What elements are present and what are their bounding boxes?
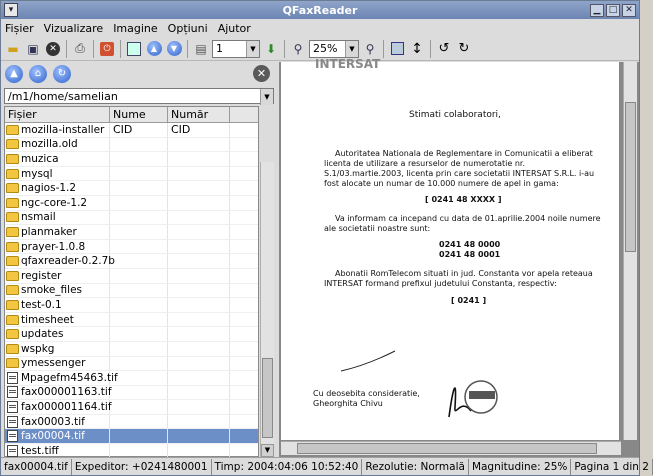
- file-name: smoke_files: [21, 284, 83, 297]
- file-name-cell: [5, 196, 110, 210]
- cid-number-cell: [168, 386, 230, 400]
- folder-icon: [6, 315, 19, 325]
- print-icon[interactable]: ⎙: [75, 41, 85, 55]
- column-cid-name[interactable]: Nume CID: [110, 107, 168, 122]
- document-text: fost alocate un numar de 10.000 numere de apel in gama:: [324, 179, 559, 188]
- toolbar-separator: [430, 40, 431, 58]
- status-magnitude: Magnitudine: 25%: [469, 459, 571, 475]
- document-prefix: [ 0241 ]: [451, 296, 487, 305]
- document-text: Abonatii RomTelecom situati in jud. Constanta vor apela reteaua: [335, 269, 593, 278]
- file-name: fax000001164.tif: [21, 401, 112, 414]
- toolbar-separator: [284, 40, 285, 58]
- file-name-cell: [5, 254, 115, 268]
- file-name-cell: [5, 284, 110, 298]
- file-name: fax000001163.tif: [21, 386, 112, 399]
- pen-mark-icon: [339, 347, 399, 377]
- document-range: [ 0241 48 XXXX ]: [425, 195, 502, 204]
- cid-name-cell: [110, 240, 168, 254]
- menu-file[interactable]: Fișier: [5, 21, 34, 35]
- cid-number-cell: [168, 400, 230, 414]
- cid-number-cell: [168, 196, 230, 210]
- file-name: planmaker: [21, 225, 77, 238]
- file-list: [5, 123, 258, 459]
- file-icon: [7, 372, 18, 384]
- file-row[interactable]: [5, 167, 258, 182]
- document-number: 0241 48 0001: [439, 250, 501, 259]
- cid-name-cell: [110, 386, 168, 400]
- folder-icon: [6, 271, 19, 281]
- main-area: [1, 57, 639, 457]
- file-icon: [7, 386, 18, 398]
- cid-number-cell: [168, 269, 230, 283]
- file-row[interactable]: [5, 152, 258, 167]
- title-bar[interactable]: [1, 1, 639, 19]
- file-name: mozilla.old: [21, 138, 78, 151]
- cid-name-cell: [110, 211, 168, 225]
- cid-number-cell: [168, 342, 230, 356]
- cid-name-cell: [110, 357, 168, 371]
- cid-number-cell: [168, 181, 230, 195]
- status-file: fax00004.tif: [1, 459, 72, 475]
- file-row[interactable]: [5, 196, 258, 211]
- file-name: ymessenger: [21, 357, 86, 370]
- status-resolution: Rezolutie: Normală: [362, 459, 469, 475]
- file-row[interactable]: [5, 269, 258, 284]
- cid-name-cell: [110, 284, 168, 298]
- file-name-cell: [5, 313, 110, 327]
- file-row[interactable]: [5, 123, 258, 138]
- fit-window-icon[interactable]: [388, 40, 406, 58]
- window-menu-icon[interactable]: ▾: [4, 3, 18, 17]
- toolbar-separator: [383, 40, 384, 58]
- menu-options[interactable]: Opțiuni: [167, 21, 208, 35]
- cid-name-cell: [110, 269, 168, 283]
- refresh-icon[interactable]: ↻: [53, 65, 71, 83]
- toolbar-separator: [93, 40, 94, 58]
- file-name: wspkg: [21, 342, 55, 355]
- folder-icon: [6, 198, 19, 208]
- scrollbar-thumb[interactable]: [262, 358, 273, 438]
- folder-icon: [6, 256, 19, 266]
- document-text: S.1/03.martie.2003, licenta prin care societatii INTERSAT S.R.L. i-au: [324, 169, 595, 178]
- file-name: muzica: [21, 152, 59, 165]
- folder-icon: [6, 139, 19, 149]
- toolbar-separator: [66, 40, 67, 58]
- file-name-cell: [5, 386, 110, 400]
- folder-icon: [6, 300, 19, 310]
- cid-number-cell: [168, 211, 230, 225]
- close-panel-icon[interactable]: ✕: [253, 65, 270, 82]
- chevron-down-icon: ▼: [246, 41, 259, 57]
- power-icon[interactable]: ⏻: [98, 40, 116, 58]
- file-name: mozilla-installer: [21, 123, 105, 136]
- file-name: nagios-1.2: [21, 182, 77, 195]
- cid-name-cell: [110, 371, 168, 385]
- folder-icon: [6, 358, 19, 368]
- sidebar-toggle-icon[interactable]: [125, 40, 143, 58]
- cid-number-cell: [168, 371, 230, 385]
- file-row[interactable]: [5, 211, 258, 226]
- folder-icon: [6, 154, 19, 164]
- file-name-cell: [5, 444, 110, 458]
- menu-help[interactable]: Ajutor: [217, 21, 251, 35]
- cid-number-cell: [168, 444, 230, 458]
- close-window-button[interactable]: ✕: [622, 4, 636, 17]
- cid-number-cell: [168, 327, 230, 341]
- cid-name-cell: [110, 400, 168, 414]
- cid-number-cell: [168, 313, 230, 327]
- cid-name-cell: [110, 152, 168, 166]
- file-row[interactable]: [5, 313, 258, 328]
- document-greeting: Stimati colaboratori,: [409, 110, 501, 120]
- file-name-cell: [5, 357, 110, 371]
- file-name: timesheet: [21, 313, 74, 326]
- zoom-select[interactable]: 25% ▼: [309, 40, 359, 58]
- document-text: INTERSAT formand prefixul judetului Constanta, respectiv:: [324, 279, 557, 288]
- file-row[interactable]: [5, 415, 258, 430]
- document-text: licenta de utilizare a resurselor de numerotatie nr.: [324, 159, 525, 168]
- file-name-cell: [5, 167, 110, 181]
- file-name-cell: [5, 138, 110, 152]
- fit-height-icon[interactable]: ↕: [411, 40, 423, 57]
- file-row[interactable]: [5, 357, 258, 372]
- file-name: nsmail: [21, 211, 56, 224]
- file-name-cell: [5, 211, 110, 225]
- file-name-cell: [5, 225, 110, 239]
- status-bar: [1, 457, 649, 475]
- page-icon: ▤: [195, 41, 207, 56]
- document-logo: INTERSAT: [315, 57, 381, 71]
- open-folder-icon[interactable]: ▬: [7, 41, 19, 56]
- file-row[interactable]: [5, 284, 258, 299]
- path-select[interactable]: /m1/home/samelian ▼: [4, 88, 274, 104]
- previous-page-icon[interactable]: ▲: [145, 40, 163, 58]
- file-name-cell: [5, 400, 110, 414]
- file-row[interactable]: [5, 371, 258, 386]
- status-page: Pagina 1 din 2: [571, 459, 653, 475]
- file-name: mysql: [21, 167, 53, 180]
- minimize-button[interactable]: ▁: [590, 4, 604, 17]
- toolbar-separator: [120, 40, 121, 58]
- cid-name-cell: [110, 123, 168, 137]
- save-icon[interactable]: ▣: [27, 41, 39, 56]
- scrollbar-thumb[interactable]: [297, 443, 597, 454]
- file-name-cell: [5, 342, 110, 356]
- folder-icon: [6, 285, 19, 295]
- menu-image[interactable]: Imagine: [113, 21, 158, 35]
- file-name: test-0.1: [21, 298, 62, 311]
- cid-number-cell: [168, 123, 230, 137]
- rotate-left-icon[interactable]: ↺: [438, 41, 450, 56]
- cid-name-cell: [110, 181, 168, 195]
- file-name-cell: [5, 415, 110, 429]
- cid-name-cell: [110, 298, 168, 312]
- menu-view[interactable]: Vizualizare: [43, 21, 104, 35]
- file-name-cell: [5, 181, 110, 195]
- fax-page: [281, 57, 619, 440]
- home-directory-icon[interactable]: ⌂: [29, 65, 47, 83]
- folder-icon: [6, 344, 19, 354]
- file-name-cell: [5, 327, 110, 341]
- status-time: Timp: 2004:04:06 10:52:40: [212, 459, 363, 475]
- page-select[interactable]: 1 ▼: [212, 40, 260, 58]
- zoom-in-icon[interactable]: ⚲: [365, 41, 375, 56]
- column-cid-number[interactable]: Număr CID: [168, 107, 230, 122]
- file-name: ngc-core-1.2: [21, 196, 88, 209]
- cid-number-cell: [168, 240, 230, 254]
- file-row[interactable]: [5, 400, 258, 415]
- document-signatory: Gheorghita Chivu: [313, 399, 383, 408]
- file-icon: [7, 445, 18, 457]
- file-name-cell: [5, 152, 110, 166]
- file-name-cell: [5, 371, 118, 385]
- file-name: Mpagefm45463.tif: [21, 371, 118, 384]
- file-row[interactable]: [5, 138, 258, 153]
- file-name: fax00003.tif: [21, 415, 85, 428]
- file-row[interactable]: [5, 386, 258, 401]
- stop-icon[interactable]: ✕: [44, 40, 62, 58]
- cid-name-cell: [110, 429, 168, 443]
- window-title: QFaxReader: [282, 3, 358, 17]
- go-page-icon[interactable]: ⬇: [265, 41, 277, 56]
- fax-viewer: [279, 57, 639, 457]
- folder-icon: [6, 227, 19, 237]
- document-number: 0241 48 0000: [439, 240, 501, 249]
- file-name: test.tiff: [21, 444, 59, 457]
- menu-bar: [1, 19, 639, 37]
- file-table: [4, 106, 259, 457]
- document-text: Va informam ca incepand cu data de 01.aprilie.2004 noile numere: [335, 214, 601, 223]
- cid-number-cell: [168, 429, 230, 443]
- file-browser-panel: [1, 62, 276, 457]
- cid-number-cell: [168, 357, 230, 371]
- cid-name-cell: [110, 196, 168, 210]
- file-row[interactable]: [5, 342, 258, 357]
- folder-icon: [6, 125, 19, 135]
- file-name: prayer-1.0.8: [21, 240, 86, 253]
- file-row[interactable]: [5, 254, 258, 269]
- file-row[interactable]: [5, 429, 258, 444]
- file-name: updates: [21, 328, 64, 341]
- cid-name-cell: [110, 342, 168, 356]
- cid-name-cell: [110, 444, 168, 458]
- zoom-out-icon[interactable]: ⚲: [293, 41, 303, 56]
- viewer-vertical-scrollbar[interactable]: [623, 62, 637, 440]
- cid-name-cell: [110, 225, 168, 239]
- toolbar-separator: [187, 40, 188, 58]
- file-row[interactable]: [5, 240, 258, 255]
- next-page-icon[interactable]: ▼: [165, 40, 183, 58]
- up-directory-icon[interactable]: ▲: [5, 65, 23, 83]
- chevron-down-icon: ▼: [260, 89, 273, 105]
- cid-name-cell: [110, 327, 168, 341]
- cid-number-cell: [168, 152, 230, 166]
- maximize-button[interactable]: □: [606, 4, 620, 17]
- cid-name-cell: [110, 167, 168, 181]
- cid-number-cell: [168, 284, 230, 298]
- file-name: fax00004.tif: [21, 430, 85, 443]
- file-name-cell: [5, 269, 110, 283]
- folder-icon: [6, 242, 19, 252]
- chevron-down-icon: ▼: [345, 41, 358, 57]
- cid-number-cell: [168, 167, 230, 181]
- column-file[interactable]: Fișier: [5, 107, 110, 122]
- signature-stamp-icon: [431, 367, 511, 427]
- file-icon: [7, 401, 18, 413]
- file-row[interactable]: [5, 181, 258, 196]
- file-name-cell: [5, 123, 110, 137]
- folder-icon: [6, 169, 19, 179]
- cid-number-cell: [168, 225, 230, 239]
- rotate-right-icon[interactable]: ↻: [458, 41, 470, 56]
- file-icon: [7, 416, 18, 428]
- file-name: register: [21, 269, 62, 282]
- file-name-cell: [5, 429, 110, 443]
- browser-nav: [1, 62, 276, 86]
- cid-number-cell: [168, 415, 230, 429]
- file-row[interactable]: [5, 298, 258, 313]
- file-name-cell: [5, 298, 110, 312]
- document-text: Autoritatea Nationala de Reglementare in Comunicatii a eliberat: [335, 149, 593, 158]
- folder-icon: [6, 329, 19, 339]
- cid-name-cell: [110, 138, 168, 152]
- file-name-cell: [5, 240, 110, 254]
- cid-number-cell: [168, 298, 230, 312]
- file-row[interactable]: [5, 327, 258, 342]
- cid-number-cell: [168, 138, 230, 152]
- folder-icon: [6, 183, 19, 193]
- file-name: qfaxreader-0.2.7b: [21, 255, 115, 268]
- cid-name-cell: [110, 254, 168, 268]
- file-icon: [7, 430, 18, 442]
- viewer-horizontal-scrollbar[interactable]: [281, 441, 621, 455]
- scrollbar-thumb[interactable]: [625, 102, 636, 252]
- cid-name-cell: [110, 415, 168, 429]
- file-list-scrollbar[interactable]: [260, 162, 274, 457]
- status-sender: Expeditor: +0241480001: [72, 459, 212, 475]
- document-text: ale societatii noastre sunt:: [324, 224, 431, 233]
- file-row[interactable]: [5, 225, 258, 240]
- folder-icon: [6, 212, 19, 222]
- scroll-down-button[interactable]: ▼: [261, 444, 274, 457]
- cid-name-cell: [110, 313, 168, 327]
- document-closing: Cu deosebita consideratie,: [313, 389, 420, 398]
- cid-number-cell: [168, 254, 230, 268]
